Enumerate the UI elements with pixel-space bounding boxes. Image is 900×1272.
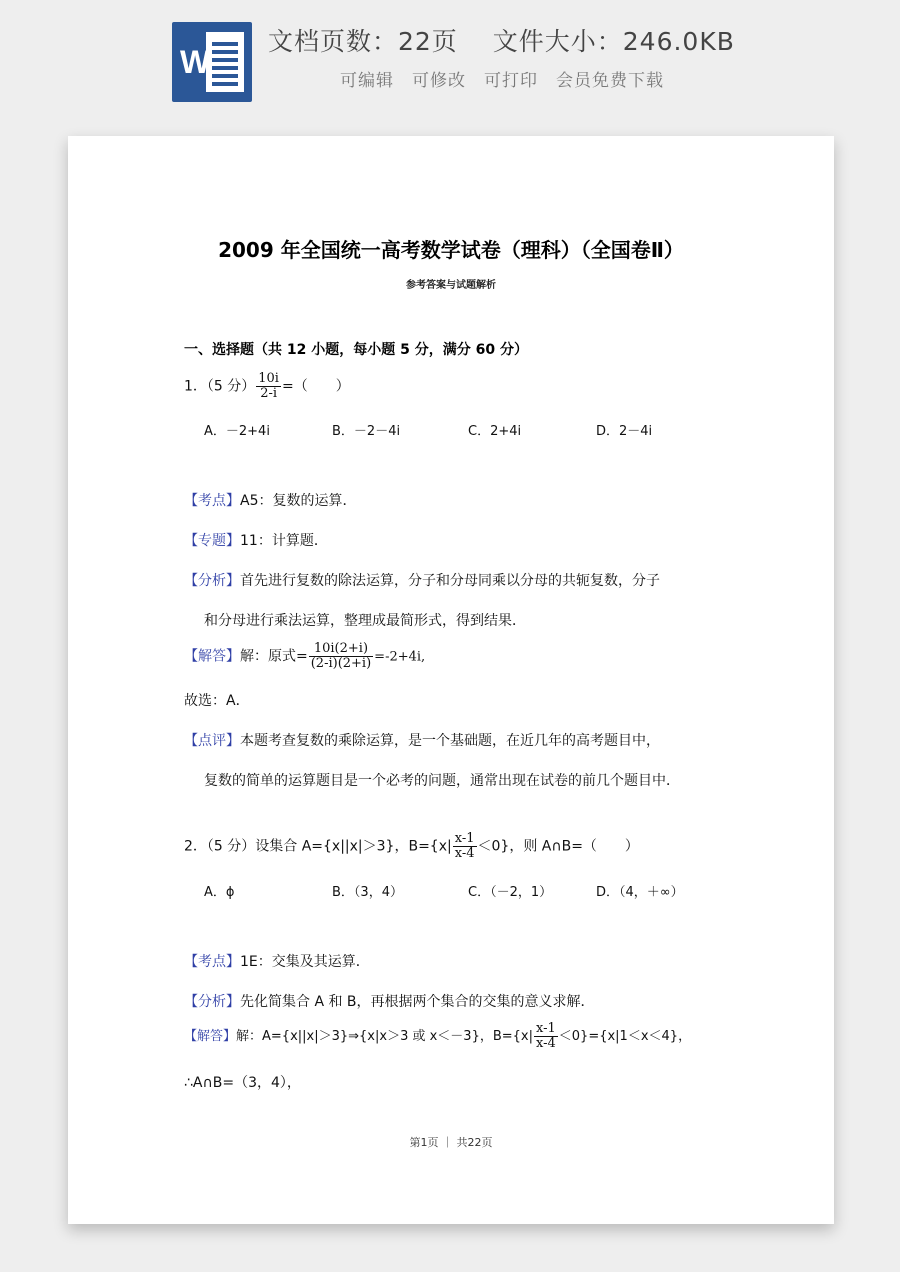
question-2 [184, 832, 639, 861]
option-a: A．－2+4i [204, 424, 270, 439]
option-a: A．ϕ [204, 885, 235, 900]
document-features-subtitle: 可编辑 可修改 可打印 会员免费下载 [340, 71, 664, 91]
option-d: D．（4，＋∞） [596, 885, 684, 900]
q1-fenxi-line2: 和分母进行乘法运算，整理成最简形式，得到结果． [204, 613, 526, 629]
question-2-prefix: 2．（5 分）设集合 A={x||x|＞3}，B={x| [184, 838, 452, 855]
jieda-tag: 【解答】 [184, 648, 240, 665]
document-page [68, 136, 834, 1224]
zhuanti-text: 11：计算题． [240, 533, 328, 549]
fraction-numerator: x-1 [454, 831, 475, 846]
fraction-denominator: (2-i)(2+i) [310, 656, 372, 671]
jieda-tag: 【解答】 [184, 1029, 237, 1044]
option-b: B．－2－4i [332, 424, 401, 439]
option-c: C．（－2，1） [468, 885, 553, 900]
dianping-text-line1: 本题考查复数的乘除运算，是一个基础题，在近几年的高考题目中， [240, 733, 660, 749]
document-stats-title: 文档页数：22页 文件大小：246.0KB [268, 27, 735, 56]
jieda-fraction [534, 1022, 558, 1051]
question-1 [184, 372, 350, 401]
word-document-icon [172, 22, 252, 102]
fenxi-text-line1: 首先进行复数的除法运算，分子和分母同乘以分母的共轭复数，分子 [240, 573, 660, 589]
q1-jieda [184, 642, 425, 671]
jieda-prefix: 解：原式= [240, 648, 308, 665]
jieda-fraction [309, 642, 373, 671]
kaodian-tag: 【考点】 [184, 493, 240, 509]
q2-kaodian [184, 951, 370, 971]
question-2-suffix: ＜0}，则 A∩B=（ ） [477, 838, 639, 855]
q1-zhuanti [184, 530, 328, 550]
document-info-banner [0, 0, 900, 120]
fenxi-tag: 【分析】 [184, 994, 240, 1010]
fraction-numerator: 10i(2+i) [309, 642, 373, 657]
jieda-suffix: ＜0}={x|1＜x＜4}， [558, 1029, 692, 1044]
q2-conclusion: ∴A∩B=（3，4）， [184, 1075, 301, 1091]
kaodian-text: 1E：交集及其运算． [240, 954, 370, 970]
exam-title: 2009 年全国统一高考数学试卷（理科）（全国卷Ⅱ） [218, 238, 684, 262]
section-heading: 一、选择题（共 12 小题，每小题 5 分，满分 60 分） [184, 342, 528, 358]
exam-subtitle: 参考答案与试题解析 [406, 280, 496, 291]
fraction-denominator: 2-i [260, 386, 278, 401]
question-1-prefix: 1．（5 分） [184, 378, 256, 395]
fraction-numerator: 10i [258, 371, 279, 386]
zhuanti-tag: 【专题】 [184, 533, 240, 549]
kaodian-tag: 【考点】 [184, 954, 240, 970]
jieda-suffix: =-2+4i, [374, 649, 426, 665]
jieda-prefix: 解：A={x||x|＞3}⇒{x|x＞3 或 x＜－3}，B={x| [236, 1029, 533, 1044]
option-b: B．（3，4） [332, 885, 403, 900]
fenxi-tag: 【分析】 [184, 573, 240, 589]
word-icon-letter: W [180, 44, 211, 80]
question-2-fraction [453, 832, 477, 861]
q2-fenxi [184, 991, 595, 1011]
fenxi-text: 先化简集合 A 和 B，再根据两个集合的交集的意义求解． [240, 994, 595, 1010]
option-d: D．2－4i [596, 424, 653, 439]
kaodian-text: A5：复数的运算． [240, 493, 357, 509]
q1-dianping-line2: 复数的简单的运算题目是一个必考的问题，通常出现在试卷的前几个题目中． [204, 773, 680, 789]
fraction-numerator: x-1 [536, 1021, 556, 1036]
q1-kaodian [184, 490, 356, 510]
q2-jieda [184, 1022, 691, 1051]
question-1-fraction [256, 372, 281, 401]
fraction-denominator: x-4 [454, 846, 475, 861]
option-c: C．2+4i [468, 424, 522, 439]
fraction-denominator: x-4 [536, 1036, 556, 1051]
dianping-tag: 【点评】 [184, 733, 240, 749]
page-footer: 第1页 ｜ 共22页 [409, 1136, 493, 1149]
q1-fenxi [184, 570, 660, 590]
q1-answer: 故选：A． [184, 693, 250, 709]
q1-dianping [184, 730, 660, 750]
question-1-suffix: =（ ） [281, 378, 350, 395]
